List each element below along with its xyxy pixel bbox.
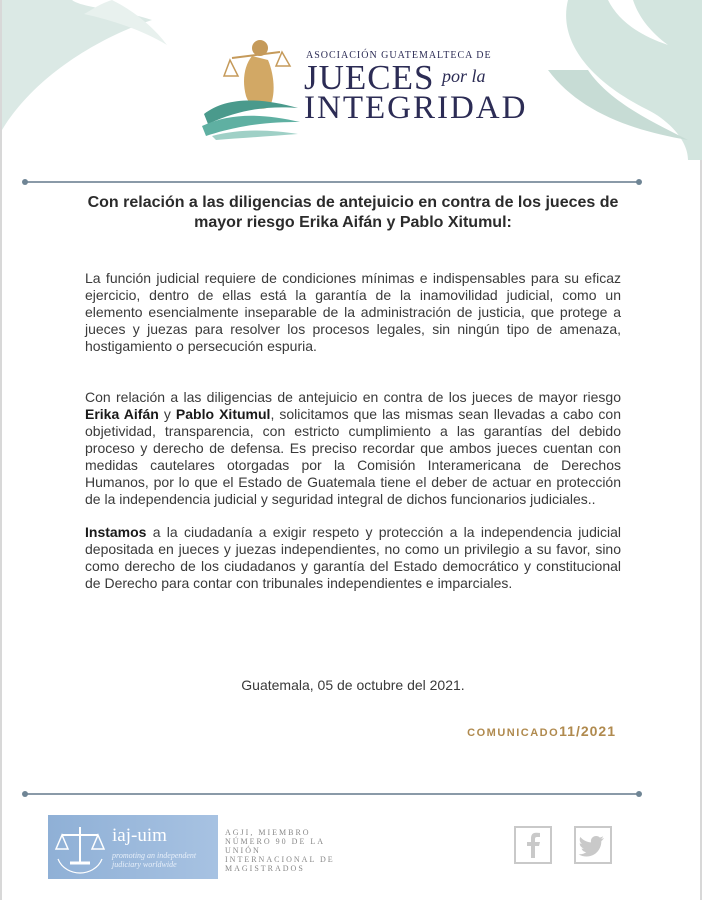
judge-name-aifan: Erika Aifán <box>85 406 159 422</box>
decorative-wave-left <box>2 0 172 150</box>
top-divider <box>24 181 640 183</box>
justice-figure-icon <box>202 36 302 140</box>
paragraph-2-rest: , solicitamos que las mismas sean llevadas a cabo con objetividad, transparencia, con estricto cumplimiento a las garantías del debido proceso y derecho de defensa. Es preciso recordar que ambos jueces cuentan con medidas cautelares otorgadas por la Comisión Interamericana de Derechos Humanos, por lo que el Estado de Guatemala tiene el deber de actuar en protección de la independencia judicial y seguridad integral de dichos funcionarios judiciales.. <box>85 406 622 507</box>
paragraph-2-conj: y <box>158 406 176 422</box>
paragraph-3 <box>85 524 621 592</box>
iaj-uim-logo <box>48 815 218 879</box>
logo-integridad-text: INTEGRIDAD <box>304 90 528 126</box>
document-date: Guatemala, 05 de octubre del 2021. <box>241 677 465 693</box>
comunicado-number <box>467 723 616 741</box>
logo-jueces-text: JUECES <box>304 58 435 97</box>
facebook-icon[interactable] <box>514 826 552 864</box>
comunicado-label: COMUNICADO <box>467 727 560 739</box>
twitter-icon[interactable] <box>574 826 612 864</box>
iaj-uim-tagline: promoting an independent judiciary worldwide <box>112 851 197 869</box>
document-heading: Con relación a las diligencias de antejuicio en contra de los jueces de mayor riesgo Erika Aifán y Pablo Xitumul: <box>87 194 619 231</box>
judge-name-xitumul: Pablo Xitumul <box>175 406 271 422</box>
paragraph-2-intro: Con relación a las diligencias de antejuicio en contra de los jueces de mayor riesgo <box>85 389 621 405</box>
decorative-wave-right <box>548 0 702 170</box>
paragraph-1 <box>85 270 621 355</box>
logo-porla-text: por la <box>442 66 486 86</box>
comunicado-value: 11/2021 <box>559 723 616 739</box>
ajgi-logo <box>202 36 528 140</box>
agji-member-text: AGJI, MIEMBRO NÚMERO 90 DE LA UNIÓN INTERNACIONAL DE MAGISTRADOS <box>225 828 335 873</box>
paragraph-1-text: La función judicial requiere de condiciones mínimas e indispensables para su eficaz ejercicio, dentro de ellas está la garantía de la inamovilidad judicial, como un elemento esencialmente inseparable de la administración de justicia, que protege a jueces y juezas para resolver los procesos legales, sin ningún tipo de amenaza, hostigamiento o persecución espuria. <box>85 270 621 354</box>
iaj-uim-name: iaj-uim <box>112 825 167 846</box>
scales-of-justice-icon <box>52 819 108 875</box>
bottom-divider <box>24 793 640 795</box>
paragraph-3-rest: a la ciudadanía a exigir respeto y protección a la independencia judicial depositada en jueces y juezas independientes, no como un privilegio a su favor, sino como derecho de los ciudadanos y garantía del Estado democrático y constitucional de Derecho para contar con tribunales independientes e imparciales. <box>85 524 621 591</box>
logo-association-text: ASOCIACIÓN GUATEMALTECA DE <box>306 50 492 61</box>
paragraph-2 <box>85 389 621 508</box>
paragraph-3-lead: Instamos <box>85 524 147 540</box>
